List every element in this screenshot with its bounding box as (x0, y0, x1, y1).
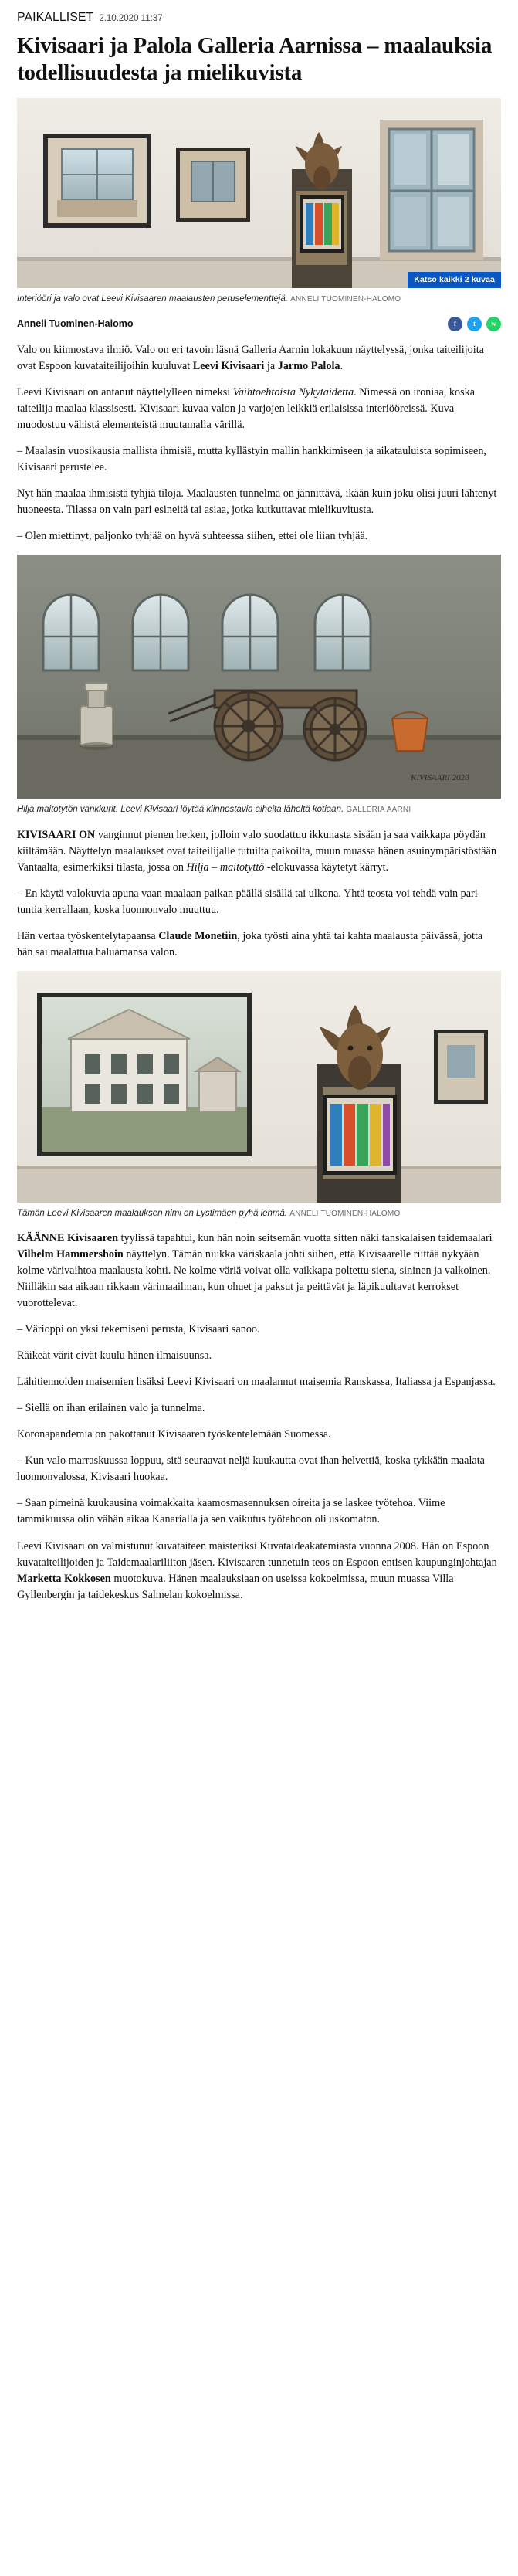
share-buttons (448, 317, 501, 331)
gallery-moose-figure-illustration (17, 971, 501, 1203)
text-run: tyylissä tapahtui, kun hän noin seitsemän vuotta sitten näki tanskalaisen taidemaalari (117, 1232, 493, 1245)
text-run-bold: Jarmo Palola (277, 359, 340, 372)
text-run: näyttelyn. Tämän niukka väriskaala johti siihen, että Kivisaarelle riittää nykyään kolme värivaihtoa maalausta kohti. Ne kolme väriä voivat olla vaikkapa poltettu siena, sininen ja valkoinen. Niilläkin saa aikaan rikkaan värimaailman, kun ohuet ja paksut ja peittävät ja läpikuultavat kerrokset vuorottelevat. (17, 1248, 491, 1310)
figure-caption-2 (17, 799, 501, 816)
text-run: , joka työsti aina yhtä tai kahta maalausta päivässä, jotta hän sai maalattua haluamansa valon. (17, 929, 483, 959)
text-run-bold: KÄÄNNE Kivisaaren (17, 1232, 118, 1245)
facebook-icon[interactable]: f (448, 317, 462, 331)
text-run: Leevi Kivisaari on valmistunut kuvataiteen maisteriksi Kuvataideakatemiasta vuonna 2008. Hän on Espoon kuvataiteilijoiden ja Taidemaalariliiton jäsen. Kivisaaren tunnetuin teos on Espoon entisen kaupunginjohtajan (17, 1539, 497, 1569)
paragraph-9 (17, 1230, 501, 1312)
caption-text: Tämän Leevi Kivisaaren maalauksen nimi on Lystimäen pyhä lehmä. (17, 1208, 288, 1218)
page-title: Kivisaari ja Palola Galleria Aarnissa – maalauksia todellisuudesta ja mielikuvista (17, 33, 493, 85)
category-kicker[interactable]: PAIKALLISET (17, 11, 94, 24)
paragraph-5: – Olen miettinyt, paljonko tyhjää on hyvä suhteessa siihen, ettei ole liian tyhjää. (17, 529, 368, 542)
photo-2[interactable] (17, 555, 501, 799)
byline-row (17, 317, 501, 331)
paragraph-14: Koronapandemia on pakottanut Kivisaaren työskentelemään Suomessa. (17, 1428, 331, 1441)
figure-gallery-interior (17, 98, 501, 306)
paragraph-10: – Värioppi on yksi tekemiseni perusta, Kivisaari sanoo. (17, 1323, 260, 1336)
paragraph-15: – Kun valo marraskuussa loppuu, sitä seuraavat neljä kuukautta ovat ihan helvettiä, koska tykkään maalata luonnonvalossa, Kivisaari huokaa. (17, 1454, 485, 1484)
paragraph-13: – Siellä on ihan erilainen valo ja tunnelma. (17, 1402, 205, 1415)
text-run: muotokuva. Hänen maalauksiaan on useissa kokoelmissa, muun muassa Villa Gyllenbergin ja taidekeskus Salmelan kokoelmissa. (17, 1572, 454, 1601)
paragraph-2 (17, 385, 501, 433)
photo-credit: GALLERIA AARNI (346, 805, 411, 814)
twitter-icon[interactable]: t (467, 317, 482, 331)
paragraph-17 (17, 1539, 501, 1604)
text-run: -elokuvassa käytetyt kärryt. (264, 860, 389, 874)
text-run-bold: Marketta Kokkosen (17, 1572, 111, 1585)
paragraph-3: – Maalasin vuosikausia mallista ihmisiä, mutta kyllästyin mallin hankkimiseen ja aikatauluista sopimiseen, Kivisaari perustelee. (17, 444, 486, 473)
paragraph-7: – En käytä valokuvia apuna vaan maalaan paikan päällä sisällä tai ulkona. Yhtä teosta voi tehdä vain pari tuntia kerrallaan, koska luonnonvalo muuttuu. (17, 887, 478, 916)
paragraph-11: Räikeät värit eivät kuulu hänen ilmaisuunsa. (17, 1349, 212, 1363)
photo-3[interactable] (17, 971, 501, 1203)
paragraph-12: Lähitiennoiden maisemien lisäksi Leevi Kivisaari on maalannut maisemia Ranskassa, Italiassa ja Espanjassa. (17, 1376, 496, 1389)
article-meta (17, 11, 501, 25)
figure-lystimaki-cow (17, 971, 501, 1220)
text-run: . (340, 359, 344, 372)
text-run-italic: Hilja – maitotyttö (186, 860, 265, 874)
paragraph-8 (17, 928, 501, 961)
caption-text: Hilja maitotytön vankkurit. Leevi Kivisaari löytää kiinnostavia aiheita läheltä kotiaan. (17, 804, 344, 814)
text-run: vanginnut pienen hetken, jolloin valo suodattuu ikkunasta sisään ja saa vaikkapa pöydän kiiltämään. Näyttelyn maalaukset ovat taiteilijalle tutuilta paikoilta, muun muassa hänen asuinympäristöstään Vantaalta, esimerkiksi tilasta, jossa on (17, 828, 496, 874)
figure-caption-3 (17, 1203, 501, 1220)
publish-timestamp: 2.10.2020 11:37 (99, 14, 163, 23)
paragraph-1 (17, 342, 501, 375)
paragraph-4: Nyt hän maalaa ihmisistä tyhjiä tiloja. Maalausten tunnelma on jännittävä, ikään kuin joku olisi juuri lähtenyt huoneesta. Tilassa on vain pari esineitä tai asiaa, jotka kutkuttavat mielikuvitusta. (17, 487, 497, 516)
photo-credit: ANNELI TUOMINEN-HALOMO (290, 295, 401, 304)
author-name: Anneli Tuominen-Halomo (17, 318, 134, 330)
milkmaid-cart-painting (17, 555, 501, 799)
text-run: Hän vertaa työskentelytapaansa (17, 929, 159, 942)
view-all-photos-badge[interactable]: Katso kaikki 2 kuvaa (408, 272, 501, 288)
paragraph-6 (17, 827, 501, 876)
svg-text:KIVISAARI 2020: KIVISAARI 2020 (411, 772, 469, 782)
text-run: Leevi Kivisaari on antanut näyttelylleen nimeksi (17, 385, 233, 399)
text-run: . Nimessä on ironiaa, koska taiteilija maalaa klassisesti. Kivisaari kuvaa valon ja varjojen leikkiä erilaisissa interiööreissä. Kuva muodostuu vähistä elementeistä muutamalla värillä. (17, 385, 475, 431)
text-run-bold: Claude Monetiin (158, 929, 238, 942)
figure-caption-1 (17, 288, 501, 306)
text-run: Valo on kiinnostava ilmiö. Valo on eri tavoin läsnä Galleria Aarnin lokakuun näyttelyssä, jonka taiteilijoita ovat Espoon kuvataiteilijoihin kuuluvat (17, 343, 484, 372)
text-run-bold: KIVISAARI ON (17, 828, 96, 841)
gallery-interior-illustration (17, 98, 501, 288)
text-run-bold: Leevi Kivisaari (192, 359, 265, 372)
caption-text: Interiööri ja valo ovat Leevi Kivisaaren maalausten peruselementtejä. (17, 294, 288, 304)
text-run-italic: Vaihtoehtoista Nykytaidetta (232, 385, 354, 399)
text-run-bold: Vilhelm Hammershoin (17, 1248, 124, 1261)
paragraph-16: – Saan pimeinä kuukausina voimakkaita kaamosmasennuksen oireita ja se laskee työtehoa. Viime tammikuussa olin vähän aikaa Kanarialla ja sen vaikutus työtehoon oli uskomaton. (17, 1497, 445, 1526)
figure-milkmaid-cart (17, 555, 501, 816)
photo-1[interactable] (17, 98, 501, 288)
text-run: ja (264, 359, 278, 372)
whatsapp-icon[interactable]: w (486, 317, 501, 331)
photo-credit: ANNELI TUOMINEN-HALOMO (289, 1209, 401, 1218)
